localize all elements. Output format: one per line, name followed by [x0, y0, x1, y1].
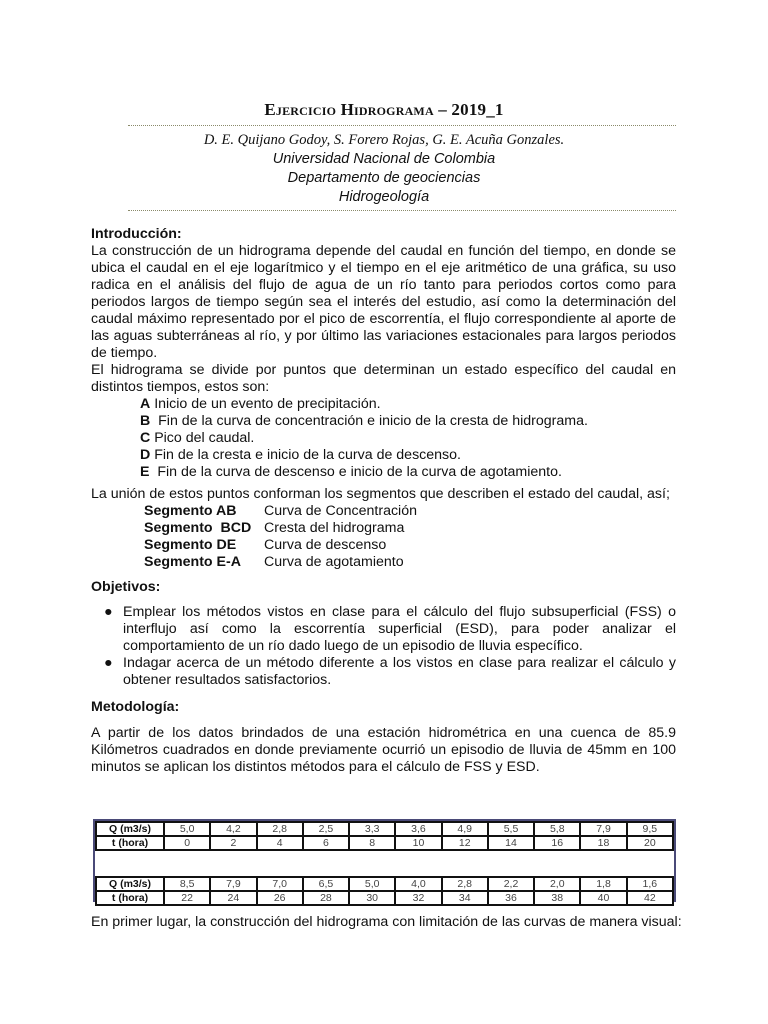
- table-cell: 5,5: [488, 822, 534, 836]
- table-cell: 0: [164, 836, 210, 850]
- table-cell: 38: [534, 891, 580, 905]
- segment-row: Segmento BCD Cresta del hidrograma: [144, 520, 405, 536]
- discharge-table: [93, 819, 676, 902]
- table-cell: 6: [303, 836, 349, 850]
- table-row-t: [96, 836, 673, 850]
- title-divider: [128, 125, 676, 126]
- t-header-cell: t (hora): [96, 836, 164, 850]
- introduction-paragraph: La construcción de un hidrograma depende del caudal en función del tiempo, en donde se ubica el caudal en el eje logarítmico y el tiempo en el eje aritmético de una gráfica, su uso radica en el análisis del flujo de agua de un río tanto para periodos cortos como para periodos largos de tiempo según sea el interés del estudio, así como la determinación del caudal máximo representado por el pico de escorrentía, el flujo correspondiente al aporte de las aguas subterráneas al río, y por último las variaciones estacionales para largos periodos de tiempo.: [91, 243, 676, 361]
- table-cell: 7,9: [210, 877, 256, 891]
- table-cell: 30: [349, 891, 395, 905]
- closing-paragraph: En primer lugar, la construcción del hidrograma con limitación de las curvas de manera visual:: [91, 914, 682, 930]
- table-cell: 26: [257, 891, 303, 905]
- table-cell: 1,6: [627, 877, 673, 891]
- objectives-heading: Objetivos:: [91, 579, 161, 595]
- table-cell: 14: [488, 836, 534, 850]
- table-cell: 32: [395, 891, 441, 905]
- bullet-icon: ●: [104, 604, 113, 620]
- header-divider: [128, 210, 676, 211]
- table-cell: 34: [442, 891, 488, 905]
- objectives-list: [91, 604, 676, 689]
- table-cell: 7,9: [580, 822, 626, 836]
- table-cell: 2,8: [257, 822, 303, 836]
- table-cell: 24: [210, 891, 256, 905]
- table-row-q: [96, 877, 673, 891]
- table-cell: 4,2: [210, 822, 256, 836]
- introduction-heading: Introducción:: [91, 226, 182, 242]
- discharge-table-block-1: [95, 821, 674, 851]
- segment-row: Segmento E-A Curva de agotamiento: [144, 554, 404, 570]
- table-cell: 9,5: [627, 822, 673, 836]
- table-cell: 42: [627, 891, 673, 905]
- table-cell: 2,2: [488, 877, 534, 891]
- segment-row: Segmento AB Curva de Concentración: [144, 503, 417, 519]
- table-cell: 20: [627, 836, 673, 850]
- point-item: A Inicio de un evento de precipitación.: [140, 396, 381, 412]
- table-cell: 22: [164, 891, 210, 905]
- q-header-cell: Q (m3/s): [96, 877, 164, 891]
- table-cell: 8,5: [164, 877, 210, 891]
- segments-intro: La unión de estos puntos conforman los segmentos que describen el estado del caudal, así;: [91, 486, 670, 502]
- discharge-table-block-2: [95, 876, 674, 906]
- table-cell: 5,8: [534, 822, 580, 836]
- table-cell: 28: [303, 891, 349, 905]
- table-cell: 2,0: [534, 877, 580, 891]
- t-header-cell: t (hora): [96, 891, 164, 905]
- table-row-t: [96, 891, 673, 905]
- q-header-cell: Q (m3/s): [96, 822, 164, 836]
- table-cell: 40: [580, 891, 626, 905]
- table-cell: 4: [257, 836, 303, 850]
- subject: Hidrogeología: [338, 189, 430, 205]
- table-cell: 1,8: [580, 877, 626, 891]
- table-row-q: [96, 822, 673, 836]
- table-cell: 12: [442, 836, 488, 850]
- point-item: C Pico del caudal.: [140, 430, 255, 446]
- table-cell: 10: [395, 836, 441, 850]
- table-cell: 16: [534, 836, 580, 850]
- table-cell: 3,3: [349, 822, 395, 836]
- objective-item: ● Indagar acerca de un método diferente a los vistos en clase para realizar el cálculo y obtener resultados satisfactorios.: [104, 655, 676, 688]
- bullet-icon: ●: [104, 655, 113, 671]
- point-item: D Fin de la cresta e inicio de la curva de descenso.: [140, 447, 461, 463]
- segment-row: Segmento DE Curva de descenso: [144, 537, 387, 553]
- table-cell: 3,6: [395, 822, 441, 836]
- introduction-section: [91, 226, 676, 776]
- table-cell: 18: [580, 836, 626, 850]
- table-cell: 6,5: [303, 877, 349, 891]
- table-cell: 2: [210, 836, 256, 850]
- methodology-heading: Metodología:: [91, 699, 180, 715]
- table-cell: 4,0: [395, 877, 441, 891]
- table-cell: 2,5: [303, 822, 349, 836]
- table-cell: 5,0: [164, 822, 210, 836]
- point-item: E Fin de la curva de descenso e inicio de la curva de agotamiento.: [140, 464, 562, 480]
- point-item: B Fin de la curva de concentración e inicio de la cresta de hidrograma.: [140, 413, 588, 429]
- points-intro: El hidrograma se divide por puntos que determinan un estado específico del caudal en distintos tiempos, estos son:: [91, 362, 676, 395]
- authors: D. E. Quijano Godoy, S. Forero Rojas, G. E. Acuña Gonzales.: [203, 132, 565, 148]
- table-cell: 36: [488, 891, 534, 905]
- table-cell: 2,8: [442, 877, 488, 891]
- document-title: Ejercicio Hidrograma – 2019_1: [264, 100, 504, 119]
- university: Universidad Nacional de Colombia: [272, 151, 496, 167]
- table-spacer: [95, 851, 674, 876]
- table-cell: 7,0: [257, 877, 303, 891]
- methodology-paragraph: A partir de los datos brindados de una estación hidrométrica en una cuenca de 85.9 Kilómetros cuadrados en donde previamente ocurrió un episodio de lluvia de 45mm en 100 minutos se aplican los distintos métodos para el cálculo de FSS y ESD.: [91, 725, 676, 775]
- department: Departamento de geociencias: [287, 170, 481, 186]
- objective-item: ● Emplear los métodos vistos en clase para el cálculo del flujo subsuperficial (FSS) o interflujo así como la escorrentía superficial (ESD), para poder analizar el comportamiento de un río dado luego de un episodio de lluvia específico.: [104, 604, 676, 654]
- table-cell: 4,9: [442, 822, 488, 836]
- table-cell: 5,0: [349, 877, 395, 891]
- table-cell: 8: [349, 836, 395, 850]
